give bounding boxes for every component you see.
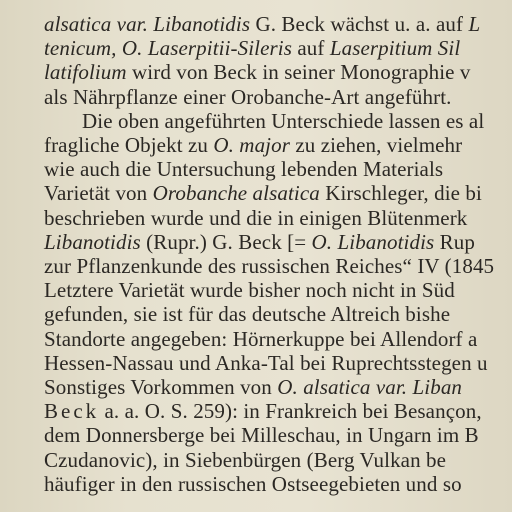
text-segment: gefunden, sie ist für das deutsche Altreich bishe xyxy=(44,302,451,327)
text-line xyxy=(44,84,452,110)
text-line xyxy=(44,156,443,182)
text-segment: a. a. O. S. 259): in Frankreich bei Besançon, xyxy=(99,399,482,424)
text-segment: zur Pflanzenkunde des russischen Reiches“ IV (1845 xyxy=(44,254,495,278)
text-line xyxy=(44,350,488,376)
text-line xyxy=(44,301,450,327)
italic-text: alsatica var. Libanotidis xyxy=(44,12,251,36)
text-segment: Rup xyxy=(434,229,475,254)
text-segment: Czudanovic), in Siebenbürgen (Berg Vulkan be xyxy=(44,447,447,472)
italic-text: O. major xyxy=(213,133,290,157)
text-segment: (Rupr.) G. Beck [= xyxy=(140,229,312,254)
text-segment: wie auch die Untersuchung lebenden Materials xyxy=(44,157,444,182)
text-segment: fragliche Objekt zu xyxy=(44,133,214,157)
text-line xyxy=(44,326,477,352)
text-line xyxy=(44,205,467,231)
text-line xyxy=(82,108,484,134)
spaced-text: Beck xyxy=(44,399,100,424)
text-segment: dem Donnersberge bei Milleschau, in Ungarn im B xyxy=(44,423,479,448)
text-line xyxy=(44,11,480,37)
text-segment: G. Beck wächst u. a. auf xyxy=(250,12,469,36)
text-segment: Sonstiges Vorkommen von xyxy=(44,375,278,399)
text-segment: wird von Beck in seiner Monographie v xyxy=(126,60,471,85)
text-line xyxy=(44,253,494,279)
italic-text: Laserpitium Sil xyxy=(329,36,461,61)
text-line xyxy=(44,180,482,206)
text-segment: zu ziehen, vielmehr xyxy=(289,133,463,157)
text-segment: Standorte angegeben: Hörnerkuppe bei Allendorf a xyxy=(44,326,478,351)
text-line xyxy=(44,132,462,158)
text-segment: Kirschleger, die bi xyxy=(319,181,482,206)
text-line xyxy=(44,35,460,61)
text-line xyxy=(44,229,475,255)
italic-text: L xyxy=(468,12,481,36)
text-segment: auf xyxy=(292,36,330,61)
italic-text: tenicum, O. Laserpitii-Sileris xyxy=(44,36,292,61)
text-line xyxy=(44,398,482,424)
text-segment: Die oben angeführten Unterschiede lassen es al xyxy=(82,108,485,133)
text-line xyxy=(44,447,446,473)
italic-text: Libanotidis xyxy=(44,229,141,254)
text-segment: Hessen-Nassau und Anka-Tal bei Ruprechtsstegen u xyxy=(44,350,488,375)
text-segment: häufiger in den russischen Ostseegebieten und so xyxy=(44,471,462,496)
text-line xyxy=(44,59,471,85)
text-line xyxy=(44,422,479,448)
italic-text: O. alsatica var. Liban xyxy=(277,375,463,399)
italic-text: Orobanche alsatica xyxy=(152,181,320,206)
italic-text: latifolium xyxy=(44,60,127,85)
text-segment: als Nährpflanze einer Orobanche-Art angeführt. xyxy=(44,84,452,109)
text-segment: Letztere Varietät wurde bisher noch nicht in Süd xyxy=(44,278,455,303)
text-segment: Varietät von xyxy=(44,181,153,206)
italic-text: O. Libanotidis xyxy=(311,229,435,254)
text-segment: beschrieben wurde und die in einigen Blütenmerk xyxy=(44,205,468,230)
text-line xyxy=(44,277,455,303)
text-line xyxy=(44,374,462,400)
text-line xyxy=(44,471,462,497)
